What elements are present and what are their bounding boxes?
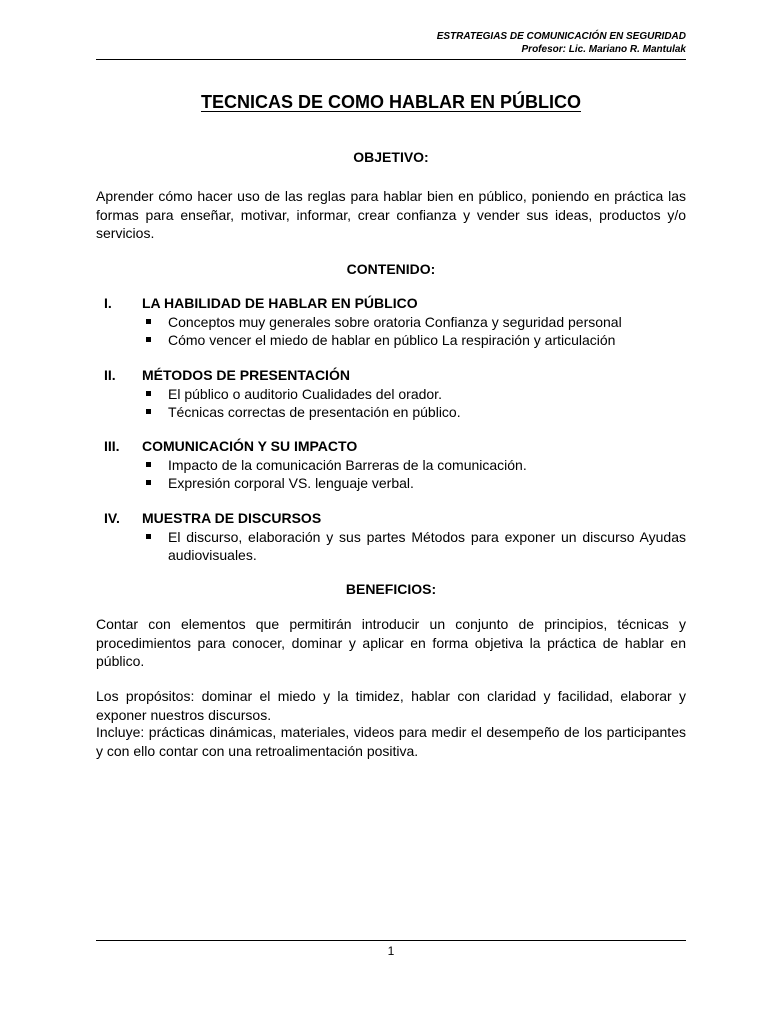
- header-professor: Profesor: Lic. Mariano R. Mantulak: [521, 44, 686, 55]
- bullet-list: [96, 528, 686, 564]
- beneficios-heading: BENEFICIOS:: [345, 581, 437, 597]
- bullet-icon: [146, 534, 151, 539]
- item-number: III.: [104, 438, 120, 454]
- contenido-item-4: [96, 509, 686, 564]
- list-item: El discurso, elaboración y sus partes Métodos para exponer un discurso Ayudas audiovisuales.: [96, 528, 686, 564]
- objetivo-paragraph: Aprender cómo hacer uso de las reglas para hablar bien en público, poniendo en práctica las formas para enseñar, motivar, informar, crear confianza y vender sus ideas, productos y/o servicios.: [96, 188, 686, 241]
- list-item: Impacto de la comunicación Barreras de la comunicación.: [96, 456, 686, 474]
- item-title: COMUNICACIÓN Y SU IMPACTO: [142, 438, 358, 454]
- page-header: [437, 30, 686, 56]
- list-item: El público o auditorio Cualidades del orador.: [96, 385, 686, 403]
- document-page: [96, 0, 686, 1024]
- item-number: I.: [104, 295, 112, 311]
- item-title: MÉTODOS DE PRESENTACIÓN: [142, 367, 350, 383]
- bullet-icon: [146, 319, 151, 324]
- beneficios-paragraph-1: Contar con elementos que permitirán introducir un conjunto de principios, técnicas y procedimientos para conocer, dominar y aplicar en forma objetiva la práctica de hablar en público.: [96, 616, 686, 669]
- bullet-icon: [146, 409, 151, 414]
- bullet-icon: [146, 391, 151, 396]
- list-item: Cómo vencer el miedo de hablar en público La respiración y articulación: [96, 331, 686, 349]
- bullet-list: [96, 456, 686, 492]
- item-title: LA HABILIDAD DE HABLAR EN PÚBLICO: [142, 295, 418, 311]
- header-divider: [96, 59, 686, 60]
- item-number: IV.: [104, 510, 120, 526]
- document-title-text: TECNICAS DE COMO HABLAR EN PÚBLICO: [200, 92, 581, 112]
- item-title: MUESTRA DE DISCURSOS: [142, 510, 322, 526]
- item-number: II.: [104, 367, 116, 383]
- header-course-title: ESTRATEGIAS DE COMUNICACIÓN EN SEGURIDAD: [436, 31, 686, 42]
- footer-divider: [96, 940, 686, 941]
- document-title: [96, 92, 686, 113]
- objetivo-heading: OBJETIVO:: [353, 149, 429, 165]
- contenido-heading: CONTENIDO:: [346, 261, 436, 277]
- bullet-icon: [146, 337, 151, 342]
- contenido-item-2: [96, 366, 686, 421]
- list-item: Conceptos muy generales sobre oratoria Confianza y seguridad personal: [96, 313, 686, 331]
- contenido-item-3: [96, 437, 686, 492]
- list-item: Técnicas correctas de presentación en público.: [96, 403, 686, 421]
- bullet-icon: [146, 480, 151, 485]
- bullet-list: [96, 385, 686, 421]
- beneficios-paragraph-2: Los propósitos: dominar el miedo y la timidez, hablar con claridad y facilidad, elaborar y exponer nuestros discursos.: [96, 688, 686, 723]
- page-number: 1: [387, 944, 395, 958]
- beneficios-paragraph-3: Incluye: prácticas dinámicas, materiales, videos para medir el desempeño de los participantes y con ello contar con una retroalimentación positiva.: [96, 724, 686, 759]
- list-item: Expresión corporal VS. lenguaje verbal.: [96, 474, 686, 492]
- contenido-item-1: [96, 294, 686, 349]
- bullet-list: [96, 313, 686, 349]
- bullet-icon: [146, 462, 151, 467]
